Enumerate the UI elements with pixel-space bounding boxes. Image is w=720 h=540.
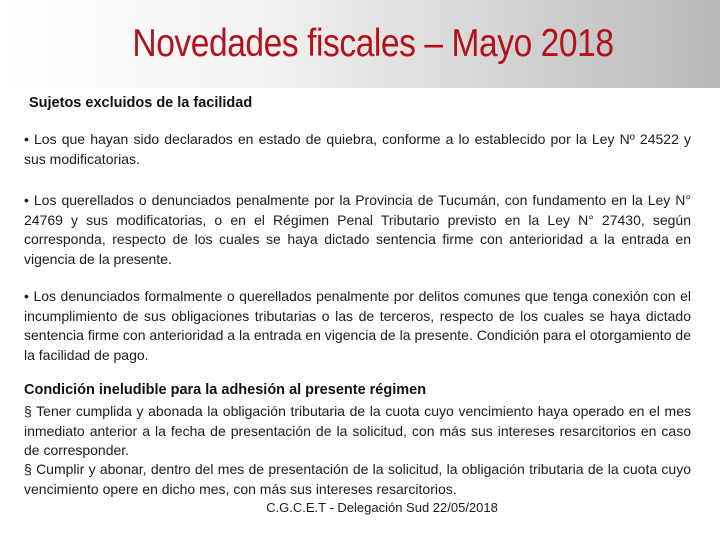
excluded-item-common-crimes: • Los denunciados formalmente o querellados penalmente por delitos comunes que tenga conexión con el incumplimiento de sus obligaciones tributarias o las de terceros, respecto de los cuales se haya dictado sentencia firme con anterioridad a la entrada en vigencia de la presente. Condición para el otorgamiento de la facilidad de pago. xyxy=(24,288,691,363)
slide-title: Novedades fiscales – Mayo 2018 xyxy=(132,22,614,65)
excluded-item-prosecuted: • Los querellados o denunciados penalmente por la Provincia de Tucumán, con fundamento en la Ley N° 24769 y sus modificatorias, o en el Régimen Penal Tributario previsto en la Ley N° 27430, según corresponda, respecto de los cuales se haya dictado sentencia firme con anterioridad a la entrada en vigencia de la presente. xyxy=(24,192,691,267)
excluded-item-bankruptcy: • Los que hayan sido declarados en estado de quiebra, conforme a lo establecido por la Ley Nº 24522 y sus modificatorias. xyxy=(24,131,691,167)
section-subtitle: Sujetos excluidos de la facilidad xyxy=(29,95,253,111)
condition-title: Condición ineludible para la adhesión al presente régimen xyxy=(24,382,427,398)
condition-item-current-installment: § Cumplir y abonar, dentro del mes de presentación de la solicitud, la obligación tributaria de la cuota cuyo vencimiento opere en dicho mes, con más sus intereses resarcitorios. xyxy=(24,461,691,497)
condition-item-prior-installment: § Tener cumplida y abonada la obligación tributaria de la cuota cuyo vencimiento haya operado en el mes inmediato anterior a la fecha de presentación de la solicitud, con más sus intereses resarcitorios en caso de corresponder. xyxy=(24,403,691,459)
slide-footer: C.G.C.E.T - Delegación Sud 22/05/2018 xyxy=(266,500,498,515)
